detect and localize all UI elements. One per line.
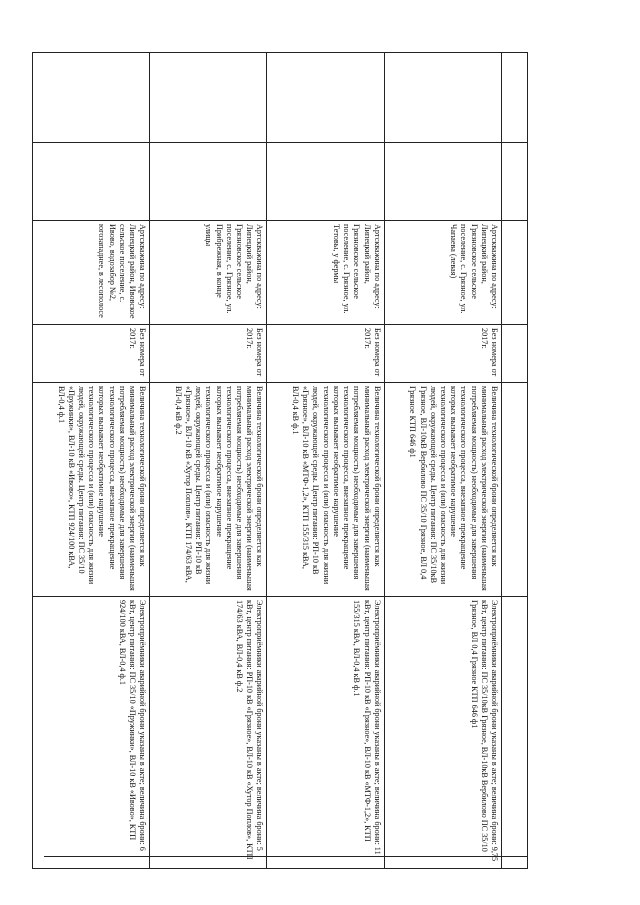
number-cell: Без номера от 2017г. [267, 325, 384, 383]
blank-cell [501, 143, 527, 221]
rotated-table-wrapper [32, 52, 528, 868]
table-row [501, 53, 527, 869]
bottom-rule [44, 856, 528, 857]
address-cell: Артскважина по адресу: Липецкий район, Ивовское сельское поселение, с. Ивово, водозабор №2, югозападнее, в лесополосе [33, 221, 150, 325]
blank-cell [501, 221, 527, 325]
blank-cell [33, 143, 150, 221]
table-row [150, 53, 267, 869]
table-row [267, 53, 384, 869]
blank-cell [501, 383, 527, 597]
blank-cell [501, 597, 527, 869]
emergency-reserve-cell: Электроприёмники аварийной брони указаны в акте; величина брони: 5 кВт, центр питания: РП-10 кВ «Грязное», ВЛ-10 кВ «Хутор Поплов», КТП 174/63 кВА, ВЛ-0,4 кВ ф.2 [150, 597, 267, 869]
address-cell: Артскважина по адресу: Липецкий район, Грязновское сельское поселение, с. Грязное, ул. Прибрежная, в конце улицы [150, 221, 267, 325]
number-cell: Без номера от 2017г. [150, 325, 267, 383]
blank-cell [501, 325, 527, 383]
number-cell: Без номера от 2017г. [384, 325, 501, 383]
address-cell: Артскважина по адресу: Липецкий район, Грязновское сельское поселение, с. Грязное, ул. Чапаева (левая) [384, 221, 501, 325]
blank-cell [384, 53, 501, 143]
number-cell: Без номера от 2017г. [33, 325, 150, 383]
reservation-table [32, 52, 528, 869]
blank-cell [267, 143, 384, 221]
blank-cell [501, 53, 527, 143]
emergency-reserve-cell: Электроприёмники аварийной брони указаны в акте; величина брони: 9,75 кВт, центр питания: ПС 35/10кВ Грязное, ВЛ-10кВ Вербилово ПС 35/10 Грязное, ВЛ 0,4 Грязное КТП 646 ф1 [384, 597, 501, 869]
blank-cell [267, 53, 384, 143]
emergency-reserve-cell: Электроприёмники аварийной брони указаны в акте; величина брони: 6 кВт, центр питания: ПС 35/10 «Пружинки», ВЛ-10 кВ «Ивово», КТП 924/100 кВА, ВЛ-0,4 ф.1 [33, 597, 150, 869]
technological-reserve-cell: Величина технологической брони определяется как минимальный расход электрической энергии (наименьшая потребляемая мощность) необходимые для завершения технологического процесса, внезапное прекращение которых вызывает необратимое нарушение технологического процесса и (или) опасность для жизни людей, окружающей среды. Центр питания: ПС 35/10кВ Грязное, ВЛ-10кВ Вербилово ПС 35/10 Грязное, ВЛ 0,4 Грязное КТП 646 ф1 [384, 383, 501, 597]
blank-cell [33, 53, 150, 143]
blank-cell [150, 53, 267, 143]
table-row [33, 53, 150, 869]
technological-reserve-cell: Величина технологической брони определяется как минимальный расход электрической энергии (наименьшая потребляемая мощность) необходимые для завершения технологического процесса, внезапное прекращение которых вызывает необратимое нарушение технологического процесса и (или) опасность для жизни людей, окружающей среды. Центр питания: ПС 35/10 «Пружинки», ВЛ-10 кВ «Ивово», КТП 924/100 кВА, ВЛ-0,4 ф.1 [33, 383, 150, 597]
emergency-reserve-cell: Электроприёмники аварийной брони указаны в акте; величина брони: 11 кВт, центр питания: РП-10 кВ «Грязное», ВЛ-10 кВ «МТФ-1,2», КТП 155/315 кВА, ВЛ-0,4 кВ ф.1 [267, 597, 384, 869]
blank-cell [384, 143, 501, 221]
technological-reserve-cell: Величина технологической брони определяется как минимальный расход электрической энергии (наименьшая потребляемая мощность) необходимые для завершения технологического процесса, внезапное прекращение которых вызывает необратимое нарушение технологического процесса и (или) опасность для жизни людей, окружающей среды. Центр питания: РП-10 кВ «Грязное», ВЛ-10 кВ «МТФ-1,2», КТП 155/315 кВА, ВЛ-0,4 кВ ф.1 [267, 383, 384, 597]
table-row [384, 53, 501, 869]
address-cell: Артскважина по адресу: Липецкий район, Грязновское сельское поселение, с. Грязное, ул. Тетовы, у фермы [267, 221, 384, 325]
technological-reserve-cell: Величина технологической брони определяется как минимальный расход электрической энергии (наименьшая потребляемая мощность) необходимые для завершения технологического процесса, внезапное прекращение которых вызывает необратимое нарушение технологического процесса и (или) опасность для жизни людей, окружающей среды. Центр питания: РП-10 кВ «Грязное», ВЛ-10 кВ «Хутор Поплов», КТП 174/63 кВА, ВЛ-0,4 кВ ф.2 [150, 383, 267, 597]
blank-cell [150, 143, 267, 221]
